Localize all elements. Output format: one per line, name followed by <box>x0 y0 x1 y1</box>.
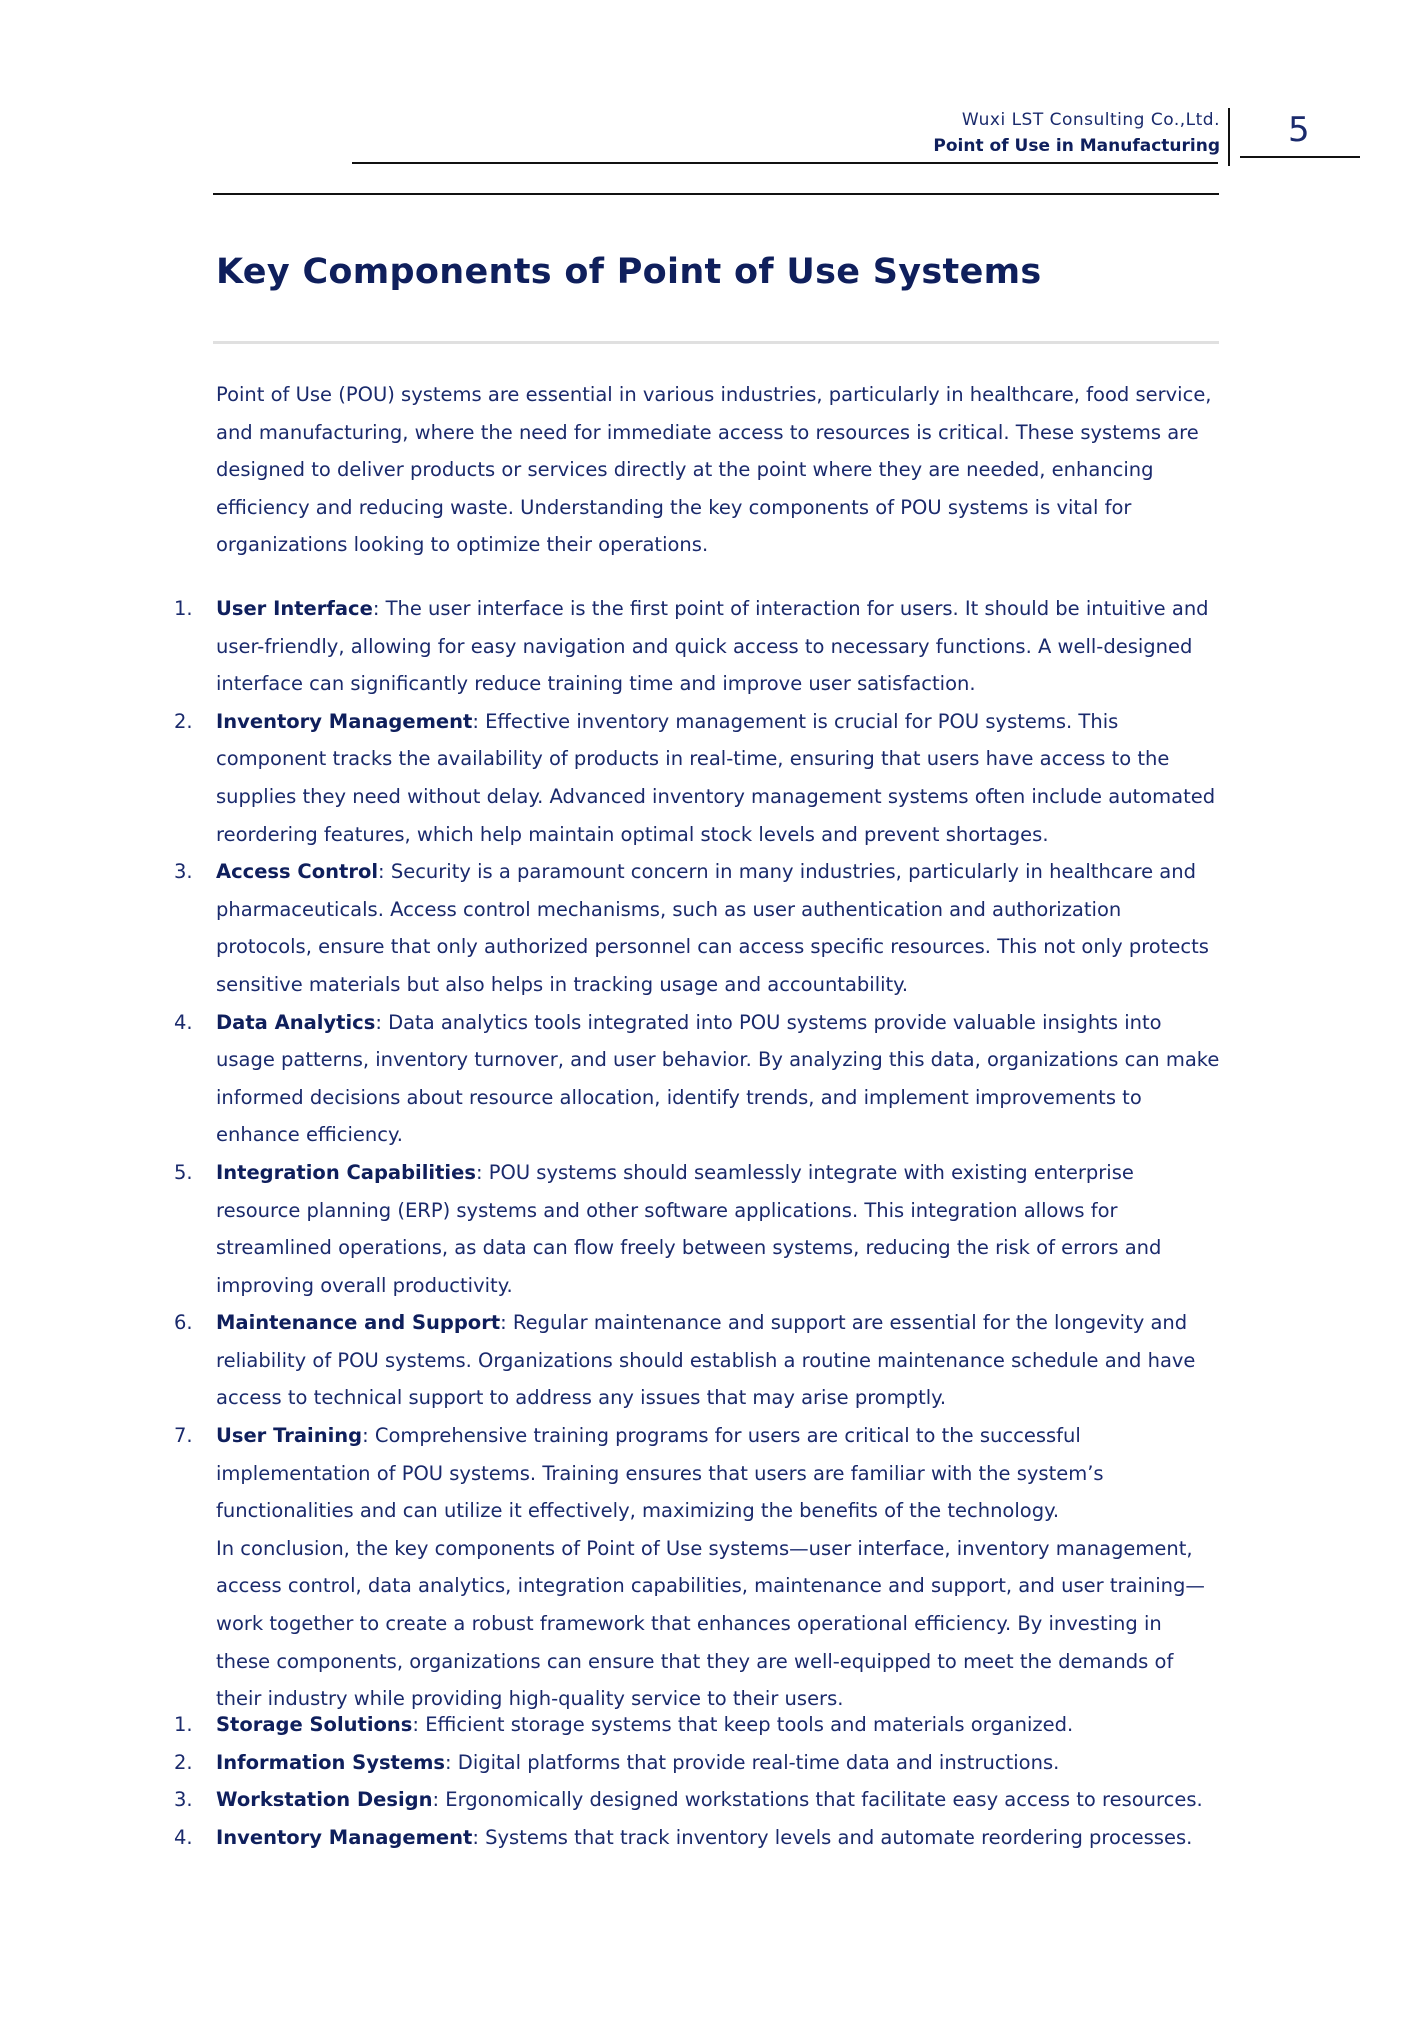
list-item-term: Inventory Management <box>216 1825 473 1849</box>
list-item-term: Integration Capabilities <box>216 1160 476 1184</box>
list-item-text: : Efficient storage systems that keep tools and materials organized. <box>412 1713 1074 1736</box>
list-item-text: : Data analytics tools integrated into POU systems provide valuable insights into usage patterns, inventory turnover, and user behavior. By analyzing this data, organizations can make informed decisions about resource allocation, identify trends, and implement improvements to enhance efficiency. <box>216 1010 1220 1147</box>
list-item <box>0 1706 1428 1744</box>
list-item-term: Storage Solutions <box>216 1713 413 1736</box>
list-item <box>0 1744 1428 1782</box>
list-item-text: : Ergonomically designed workstations that facilitate easy access to resources. <box>432 1788 1203 1812</box>
list-item-number: 5. <box>174 1160 193 1184</box>
list-item-term: Information Systems <box>216 1750 446 1774</box>
list-item-number: 7. <box>174 1424 193 1448</box>
list-item-number: 3. <box>174 860 193 884</box>
list-item <box>0 1781 1428 1819</box>
list-item-term: User Training <box>216 1424 363 1448</box>
conclusion-paragraph: In conclusion, the key components of Point of Use systems—user interface, inventory management, access control, data analytics, integration capabilities, maintenance and support, and user training—work together to create a robust framework that enhances operational efficiency. By investing in these components, organizations can ensure that they are well-equipped to meet the demands of their industry while providing high-quality service to their users. <box>216 1536 1205 1711</box>
page-number-rule <box>1240 156 1360 158</box>
list-item-text: : Security is a paramount concern in many industries, particularly in healthcare and pharmaceuticals. Access control mechanisms, such as user authentication and authorization protocols, ensure that only authorized personnel can access specific resources. This not only protects sensitive materials but also helps in tracking usage and accountability. <box>216 860 1209 996</box>
heading-rule <box>213 341 1219 344</box>
elements-list <box>0 1706 1428 1856</box>
header-company: Wuxi LST Consulting Co.,Ltd. <box>961 110 1220 130</box>
list-item-term: Inventory Management <box>216 709 473 733</box>
list-item-text: : Effective inventory management is crucial for POU systems. This component tracks the availability of products in real-time, ensuring that users have access to the supplies they need without delay. Advanced inventory management systems often include automated reordering features, which help maintain optimal stock levels and prevent shortages. <box>216 709 1216 846</box>
list-item-term: Data Analytics <box>216 1010 376 1034</box>
list-item <box>0 1819 1428 1857</box>
header-bottom-rule <box>213 193 1219 195</box>
list-item-number: 1. <box>174 597 193 620</box>
section-heading: Key Components of Point of Use Systems <box>216 252 1042 292</box>
list-item-number: 3. <box>174 1788 193 1812</box>
header-rule <box>352 162 1218 164</box>
list-item-number: 2. <box>174 1750 193 1774</box>
list-item-term: User Interface <box>216 597 373 620</box>
list-item-number: 4. <box>174 1010 193 1034</box>
list-item-number: 2. <box>174 709 193 733</box>
list-item <box>0 1417 1428 1530</box>
list-item-text: : The user interface is the first point of interaction for users. It should be intuitive and user-friendly, allowing for easy navigation and quick access to necessary functions. A well-designed interface can significantly reduce training time and improve user satisfaction. <box>216 597 1209 696</box>
page-number: 5 <box>1288 110 1310 150</box>
list-item-term: Maintenance and Support <box>216 1311 501 1335</box>
list-item-text: : Regular maintenance and support are essential for the longevity and reliability of POU systems. Organizations should establish a routine maintenance schedule and have access to technical support to address any issues that may arise promptly. <box>216 1311 1196 1410</box>
list-item-number: 4. <box>174 1825 193 1849</box>
header-divider <box>1228 108 1230 166</box>
components-list <box>0 590 1428 1718</box>
list-item <box>0 853 1428 1003</box>
list-item-text: : Systems that track inventory levels and automate reordering processes. <box>472 1825 1193 1849</box>
intro-paragraph: Point of Use (POU) systems are essential in various industries, particularly in healthcare, food service, and manufacturing, where the need for immediate access to resources is critical. These systems are designed to deliver products or services directly at the point where they are needed, enhancing efficiency and reducing waste. Understanding the key components of POU systems is vital for organizations looking to optimize their operations. <box>216 383 1212 557</box>
list-item <box>0 1154 1428 1304</box>
list-item-term: Workstation Design <box>216 1788 433 1812</box>
list-item-text: : Comprehensive training programs for users are critical to the successful implementation of POU systems. Training ensures that users are familiar with the system’s functionalities and can utilize it effectively, maximizing the benefits of the technology. <box>216 1424 1104 1523</box>
list-item-number: 6. <box>174 1311 193 1335</box>
list-item <box>0 703 1428 853</box>
list-item-text: : POU systems should seamlessly integrate with existing enterprise resource planning (ERP) systems and other software applications. This integration allows for streamlined operations, as data can flow freely between systems, reducing the risk of errors and improving overall productivity. <box>216 1160 1162 1297</box>
list-item <box>0 590 1428 703</box>
header-doc-title: Point of Use in Manufacturing <box>933 136 1220 156</box>
list-item <box>0 1304 1428 1417</box>
list-item-number: 1. <box>174 1713 193 1736</box>
list-item-term: Access Control <box>216 860 379 884</box>
list-item <box>0 1004 1428 1154</box>
list-item-text: : Digital platforms that provide real-time data and instructions. <box>445 1750 1060 1774</box>
